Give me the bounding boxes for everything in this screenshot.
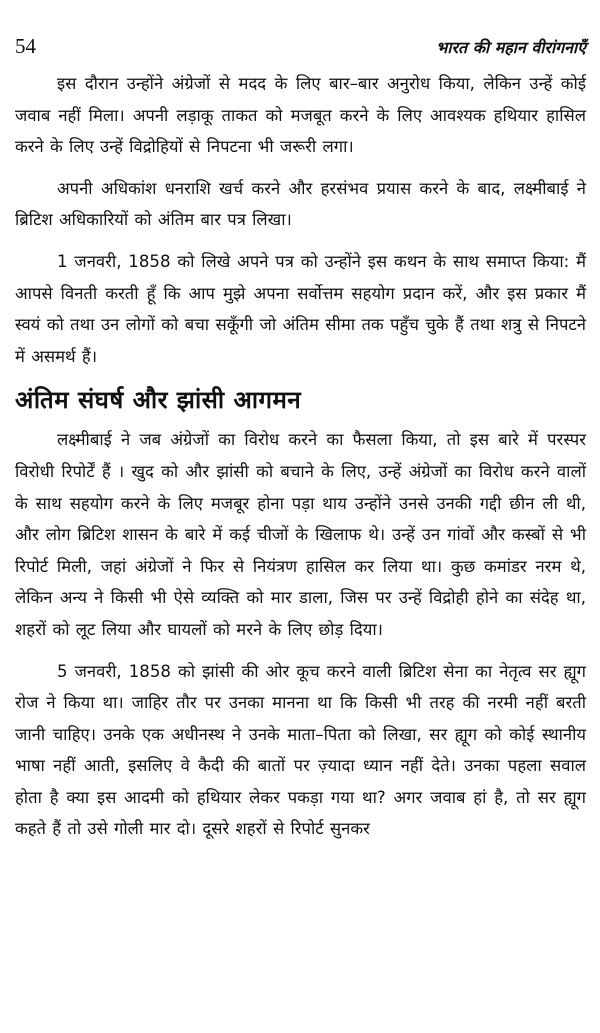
- page-header: [15, 34, 586, 64]
- paragraph-1: इस दौरान उन्होंने अंग्रेजों से मदद के लिए बार–बार अनुरोध किया, लेकिन उन्हें कोई जवाब नहीं मिला। अपनी लड़ाकू ताकत को मजबूत करने के लिए आवश्यक हथियार हासिल करने के लिए उन्हें विद्रोहियों से निपटना भी जरूरी लगा।: [15, 74, 586, 157]
- page-number: 54: [15, 34, 36, 58]
- section-heading: अंतिम संघर्ष और झांसी आगमन: [15, 386, 302, 415]
- paragraph-2: अपनी अधिकांश धनराशि खर्च करने और हरसंभव प्रयास करने के बाद, लक्ष्मीबाई ने ब्रिटिश अधिकारियों को अंतिम बार पत्र लिखा।: [15, 178, 586, 230]
- paragraph-5: 5 जनवरी, 1858 को झांसी की ओर कूच करने वाली ब्रिटिश सेना का नेतृत्व सर ह्यूग रोज ने किया था। जाहिर तौर पर उनका मानना था कि किसी भी तरह की नरमी नहीं बरती जानी चाहिए। उनके एक अधीनस्थ ने उनके माता–पिता को लिखा, सर ह्यूग को कोई स्थानीय भाषा नहीं आती, इसलिए वे कैदी की बातों पर ज़्यादा ध्यान नहीं देते। उनका पहला सवाल होता है क्या इस आदमी को हथियार लेकर पकड़ा गया था? अगर जवाब हां है, तो सर ह्यूग कहते हैं तो उसे गोली मार दो। दूसरे शहरों से रिपोर्ट सुनकर: [15, 661, 586, 839]
- paragraph-4: लक्ष्मीबाई ने जब अंग्रेजों का विरोध करने का फैसला किया, तो इस बारे में परस्पर विरोधी रिपोर्टें हैं । खुद को और झांसी को बचाने के लिए, उन्हें अंग्रेजों का विरोध करने वालों के साथ सहयोग करने के लिए मजबूर होना पड़ा थाय उन्होंने उनसे उनकी गद्दी छीन ली थी, और लोग ब्रिटिश शासन के बारे में कई चीजों के खिलाफ थे। उन्हें उन गांवों और कस्बों से भी रिपोर्ट मिली, जहां अंग्रेजों ने फिर से नियंत्रण हासिल कर लिया था। कुछ कमांडर नरम थे, लेकिन अन्य ने किसी भी ऐसे व्यक्ति को मार डाला, जिस पर उन्हें विद्रोही होने का संदेह था, शहरों को लूट लिया और घायलों को मरने के लिए छोड़ दिया।: [15, 430, 586, 639]
- paragraph-3: 1 जनवरी, 1858 को लिखे अपने पत्र को उन्होंने इस कथन के साथ समाप्त किया: मैं आपसे विनती करती हूँ कि आप मुझे अपना सर्वोत्तम सहयोग प्रदान करें, और इस प्रकार मैं स्वयं को तथा उन लोगों को बचा सकूँगी जो अंतिम सीमा तक पहुँच चुके हैं तथा शत्रु से निपटने में असमर्थ हैं।: [15, 251, 586, 366]
- running-title: भारत की महान वीरांगनाएँ: [436, 38, 586, 57]
